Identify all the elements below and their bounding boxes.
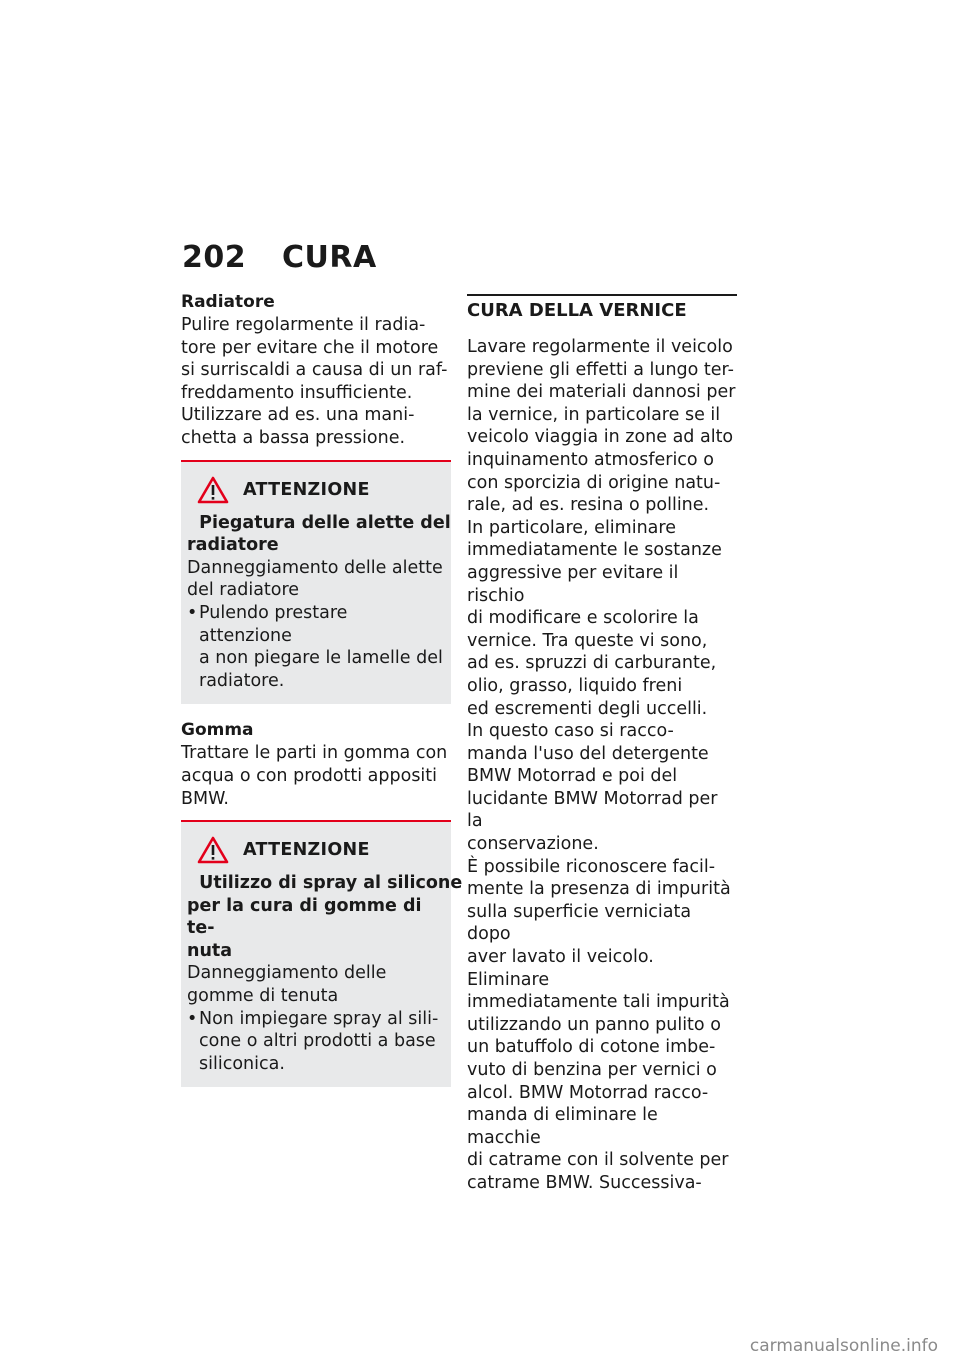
text-line: ad es. spruzzi di carburante,	[467, 653, 717, 674]
text-line: olio, grasso, liquido freni	[467, 675, 683, 696]
warning-box-radiator	[181, 460, 451, 705]
warning-text: Danneggiamento delle	[187, 963, 387, 984]
warning-triangle-icon	[197, 476, 229, 504]
text-line: lucidante BMW Motorrad per la	[467, 788, 718, 832]
text-line: con sporcizia di origine natu-	[467, 472, 721, 493]
text-line: aver lavato il veicolo. Eliminare	[467, 947, 654, 990]
text-line: immediatamente tali impurità	[467, 992, 730, 1013]
warning-title: ATTENZIONE	[243, 479, 370, 500]
bullet-line: radiatore.	[199, 670, 285, 691]
text-line: ed escrementi degli uccelli.	[467, 698, 708, 719]
text-line: aggressive per evitare il rischio	[467, 562, 679, 606]
text-line: BMW Motorrad e poi del	[467, 766, 678, 787]
warning-box-silicone	[181, 820, 463, 1087]
radiator-title: Radiatore	[181, 292, 275, 312]
rubber-text	[181, 742, 451, 810]
paint-care-text	[467, 336, 737, 1195]
warning-title: ATTENZIONE	[243, 840, 370, 861]
text-line: acqua o con prodotti appositi	[181, 765, 438, 786]
warning-subtitle: radiatore	[187, 535, 279, 556]
text-line: Utilizzare ad es. una mani-	[181, 405, 415, 426]
radiator-text	[181, 314, 451, 450]
warning-text: del radiatore	[187, 580, 300, 601]
text-line: vuto di benzina per vernici o	[467, 1060, 717, 1080]
text-line: mine dei materiali dannosi per	[467, 382, 736, 403]
warning-subtitle: Utilizzo di spray al silicone	[187, 873, 463, 894]
warning-subtitle: nuta	[187, 940, 233, 961]
text-line: Pulire regolarmente il radia-	[181, 315, 426, 335]
text-line: si surriscaldi a causa di un raf-	[181, 360, 448, 381]
warning-bullet: • Non impiegare spray al sili- cone o altri prodotti a base siliconica.	[187, 1008, 439, 1074]
bullet-line: a non piegare le lamelle del	[199, 648, 443, 669]
chapter-title: CURA	[282, 240, 377, 275]
text-line: vernice. Tra queste vi sono,	[467, 630, 708, 651]
bullet-line: Non impiegare spray al sili-	[199, 1008, 439, 1029]
text-line: mente la presenza di impurità	[467, 879, 731, 900]
text-line: Trattare le parti in gomma con	[181, 743, 448, 764]
text-line: inquinamento atmosferico o	[467, 449, 714, 470]
text-line: BMW.	[181, 788, 229, 809]
text-line: un batuffolo di cotone imbe-	[467, 1037, 716, 1058]
bullet-line: cone o altri prodotti a base	[199, 1031, 436, 1052]
warning-header	[187, 476, 445, 504]
text-line: tore per evitare che il motore	[181, 337, 439, 358]
bullet-line: siliconica.	[199, 1053, 285, 1074]
section-title: CURA DELLA VERNICE	[467, 294, 737, 330]
text-line: conservazione.	[467, 834, 599, 855]
warning-bullet: • Pulendo prestare attenzione a non piegare le lamelle del radiatore.	[187, 602, 445, 692]
page-header	[182, 240, 377, 275]
text-line: chetta a bassa pressione.	[181, 427, 406, 448]
text-line: manda l'uso del detergente	[467, 743, 709, 764]
right-column	[467, 294, 737, 1195]
warning-header	[187, 836, 445, 864]
text-line: manda di eliminare le macchie	[467, 1105, 658, 1148]
warning-triangle-icon	[197, 836, 229, 864]
footer	[0, 1336, 960, 1362]
text-line: veicolo viaggia in zone ad alto	[467, 427, 734, 448]
text-line: In particolare, eliminare	[467, 517, 676, 538]
text-line: utilizzando un panno pulito o	[467, 1014, 721, 1035]
text-line: di catrame con il solvente per	[467, 1150, 729, 1171]
text-line: È possibile riconoscere facil-	[467, 856, 716, 877]
warning-subtitle: Piegatura delle alette del	[187, 512, 451, 533]
text-line: rale, ad es. resina o polline.	[467, 495, 710, 516]
text-line: la vernice, in particolare se il	[467, 404, 721, 425]
left-column	[181, 290, 463, 1101]
text-line: sulla superficie verniciata dopo	[467, 901, 692, 945]
text-line: alcol. BMW Motorrad racco-	[467, 1082, 709, 1103]
bullet-line: Pulendo prestare attenzione	[199, 602, 348, 646]
warning-text: Danneggiamento delle alette	[187, 557, 443, 578]
warning-text: gomme di tenuta	[187, 986, 339, 1007]
text-line: In questo caso si racco-	[467, 721, 674, 742]
text-line: di modificare e scolorire la	[467, 608, 699, 629]
text-line: previene gli effetti a lungo ter-	[467, 359, 734, 380]
warning-subtitle: per la cura di gomme di te-	[187, 895, 422, 939]
text-line: Lavare regolarmente il veicolo	[467, 337, 733, 357]
page-number: 202	[182, 240, 247, 275]
text-line: immediatamente le sostanze	[467, 540, 722, 561]
text-line: catrame BMW. Successiva-	[467, 1172, 702, 1193]
watermark: carmanualsonline.info	[749, 1336, 938, 1356]
text-line: freddamento insufficiente.	[181, 382, 413, 403]
rubber-title: Gomma	[181, 720, 254, 741]
